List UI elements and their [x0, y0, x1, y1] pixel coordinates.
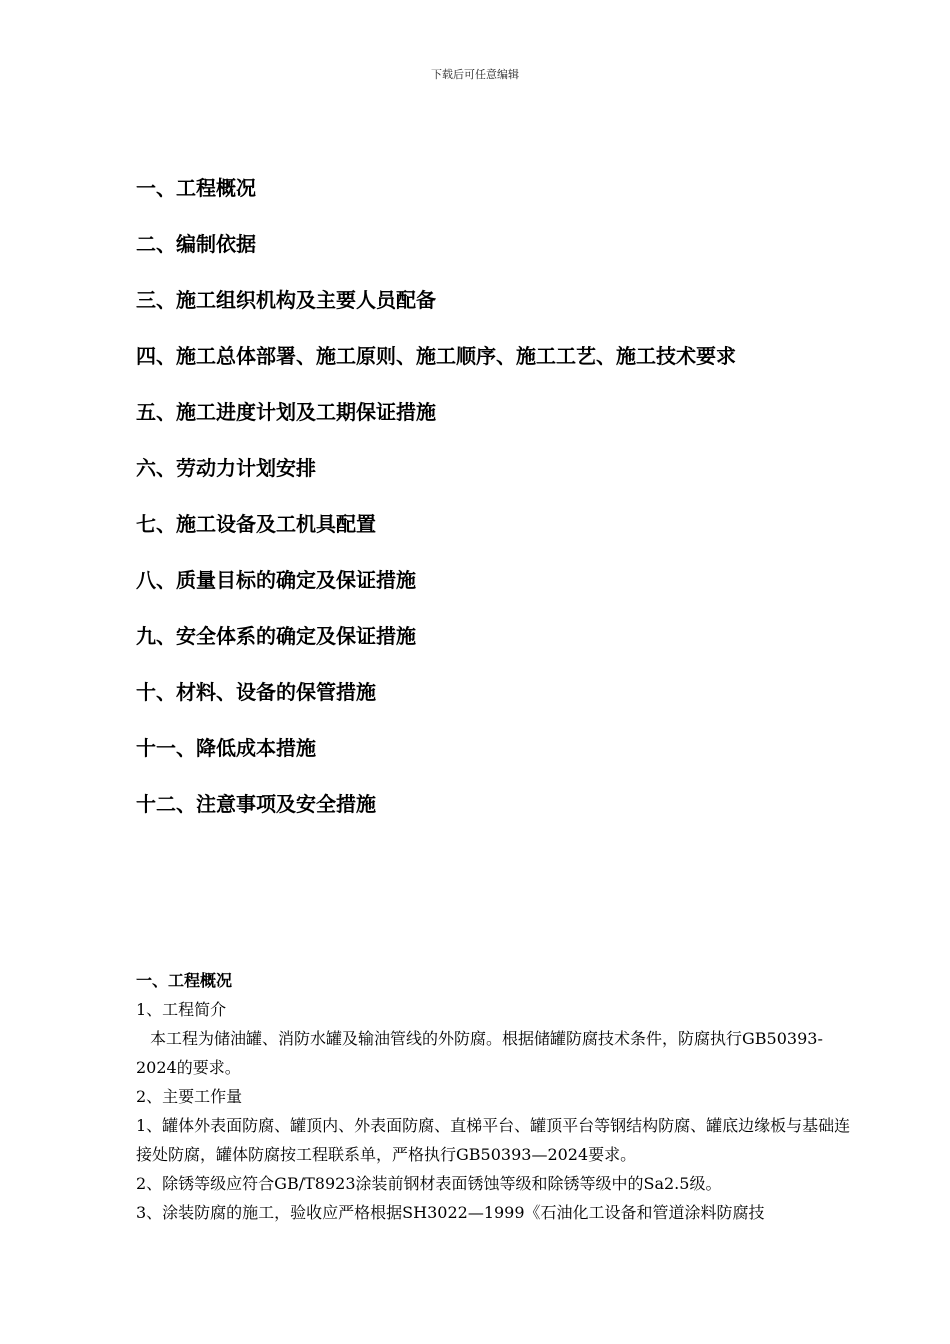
toc-item: 十、材料、设备的保管措施 — [136, 680, 376, 704]
toc-item: 五、施工进度计划及工期保证措施 — [136, 400, 436, 424]
subsection-title: 2、主要工作量 — [136, 1087, 243, 1106]
toc-item: 十二、注意事项及安全措施 — [136, 792, 376, 816]
toc-item: 二、编制依据 — [136, 232, 256, 256]
toc-item: 八、质量目标的确定及保证措施 — [136, 568, 416, 592]
subsection-title: 1、工程简介 — [136, 1000, 227, 1019]
paragraph: 本工程为储油罐、消防水罐及输油管线的外防腐。根据储罐防腐技术条件，防腐执行GB50393-2024的要求。 — [136, 1029, 823, 1077]
list-item: 1、罐体外表面防腐、罐顶内、外表面防腐、直梯平台、罐顶平台等钢结构防腐、罐底边缘板与基础连接处防腐，罐体防腐按工程联系单，严格执行GB50393—2024要求。 — [136, 1116, 851, 1164]
toc-item: 九、安全体系的确定及保证措施 — [136, 624, 416, 648]
section-body — [136, 966, 860, 1227]
list-item: 2、除锈等级应符合GB/T8923涂装前钢材表面锈蚀等级和除锈等级中的Sa2.5级。 — [136, 1174, 722, 1193]
toc-item: 十一、降低成本措施 — [136, 736, 316, 760]
table-of-contents — [136, 170, 736, 842]
toc-item: 四、施工总体部署、施工原则、施工顺序、施工工艺、施工技术要求 — [136, 344, 736, 368]
page-header-note: 下载后可任意编辑 — [431, 68, 519, 81]
toc-item: 三、施工组织机构及主要人员配备 — [136, 288, 436, 312]
section-heading: 一、工程概况 — [136, 971, 233, 990]
toc-item: 一、工程概况 — [136, 176, 256, 200]
toc-item: 七、施工设备及工机具配置 — [136, 512, 376, 536]
toc-item: 六、劳动力计划安排 — [136, 456, 316, 480]
list-item: 3、涂装防腐的施工，验收应严格根据SH3022—1999《石油化工设备和管道涂料防腐技 — [136, 1203, 765, 1222]
